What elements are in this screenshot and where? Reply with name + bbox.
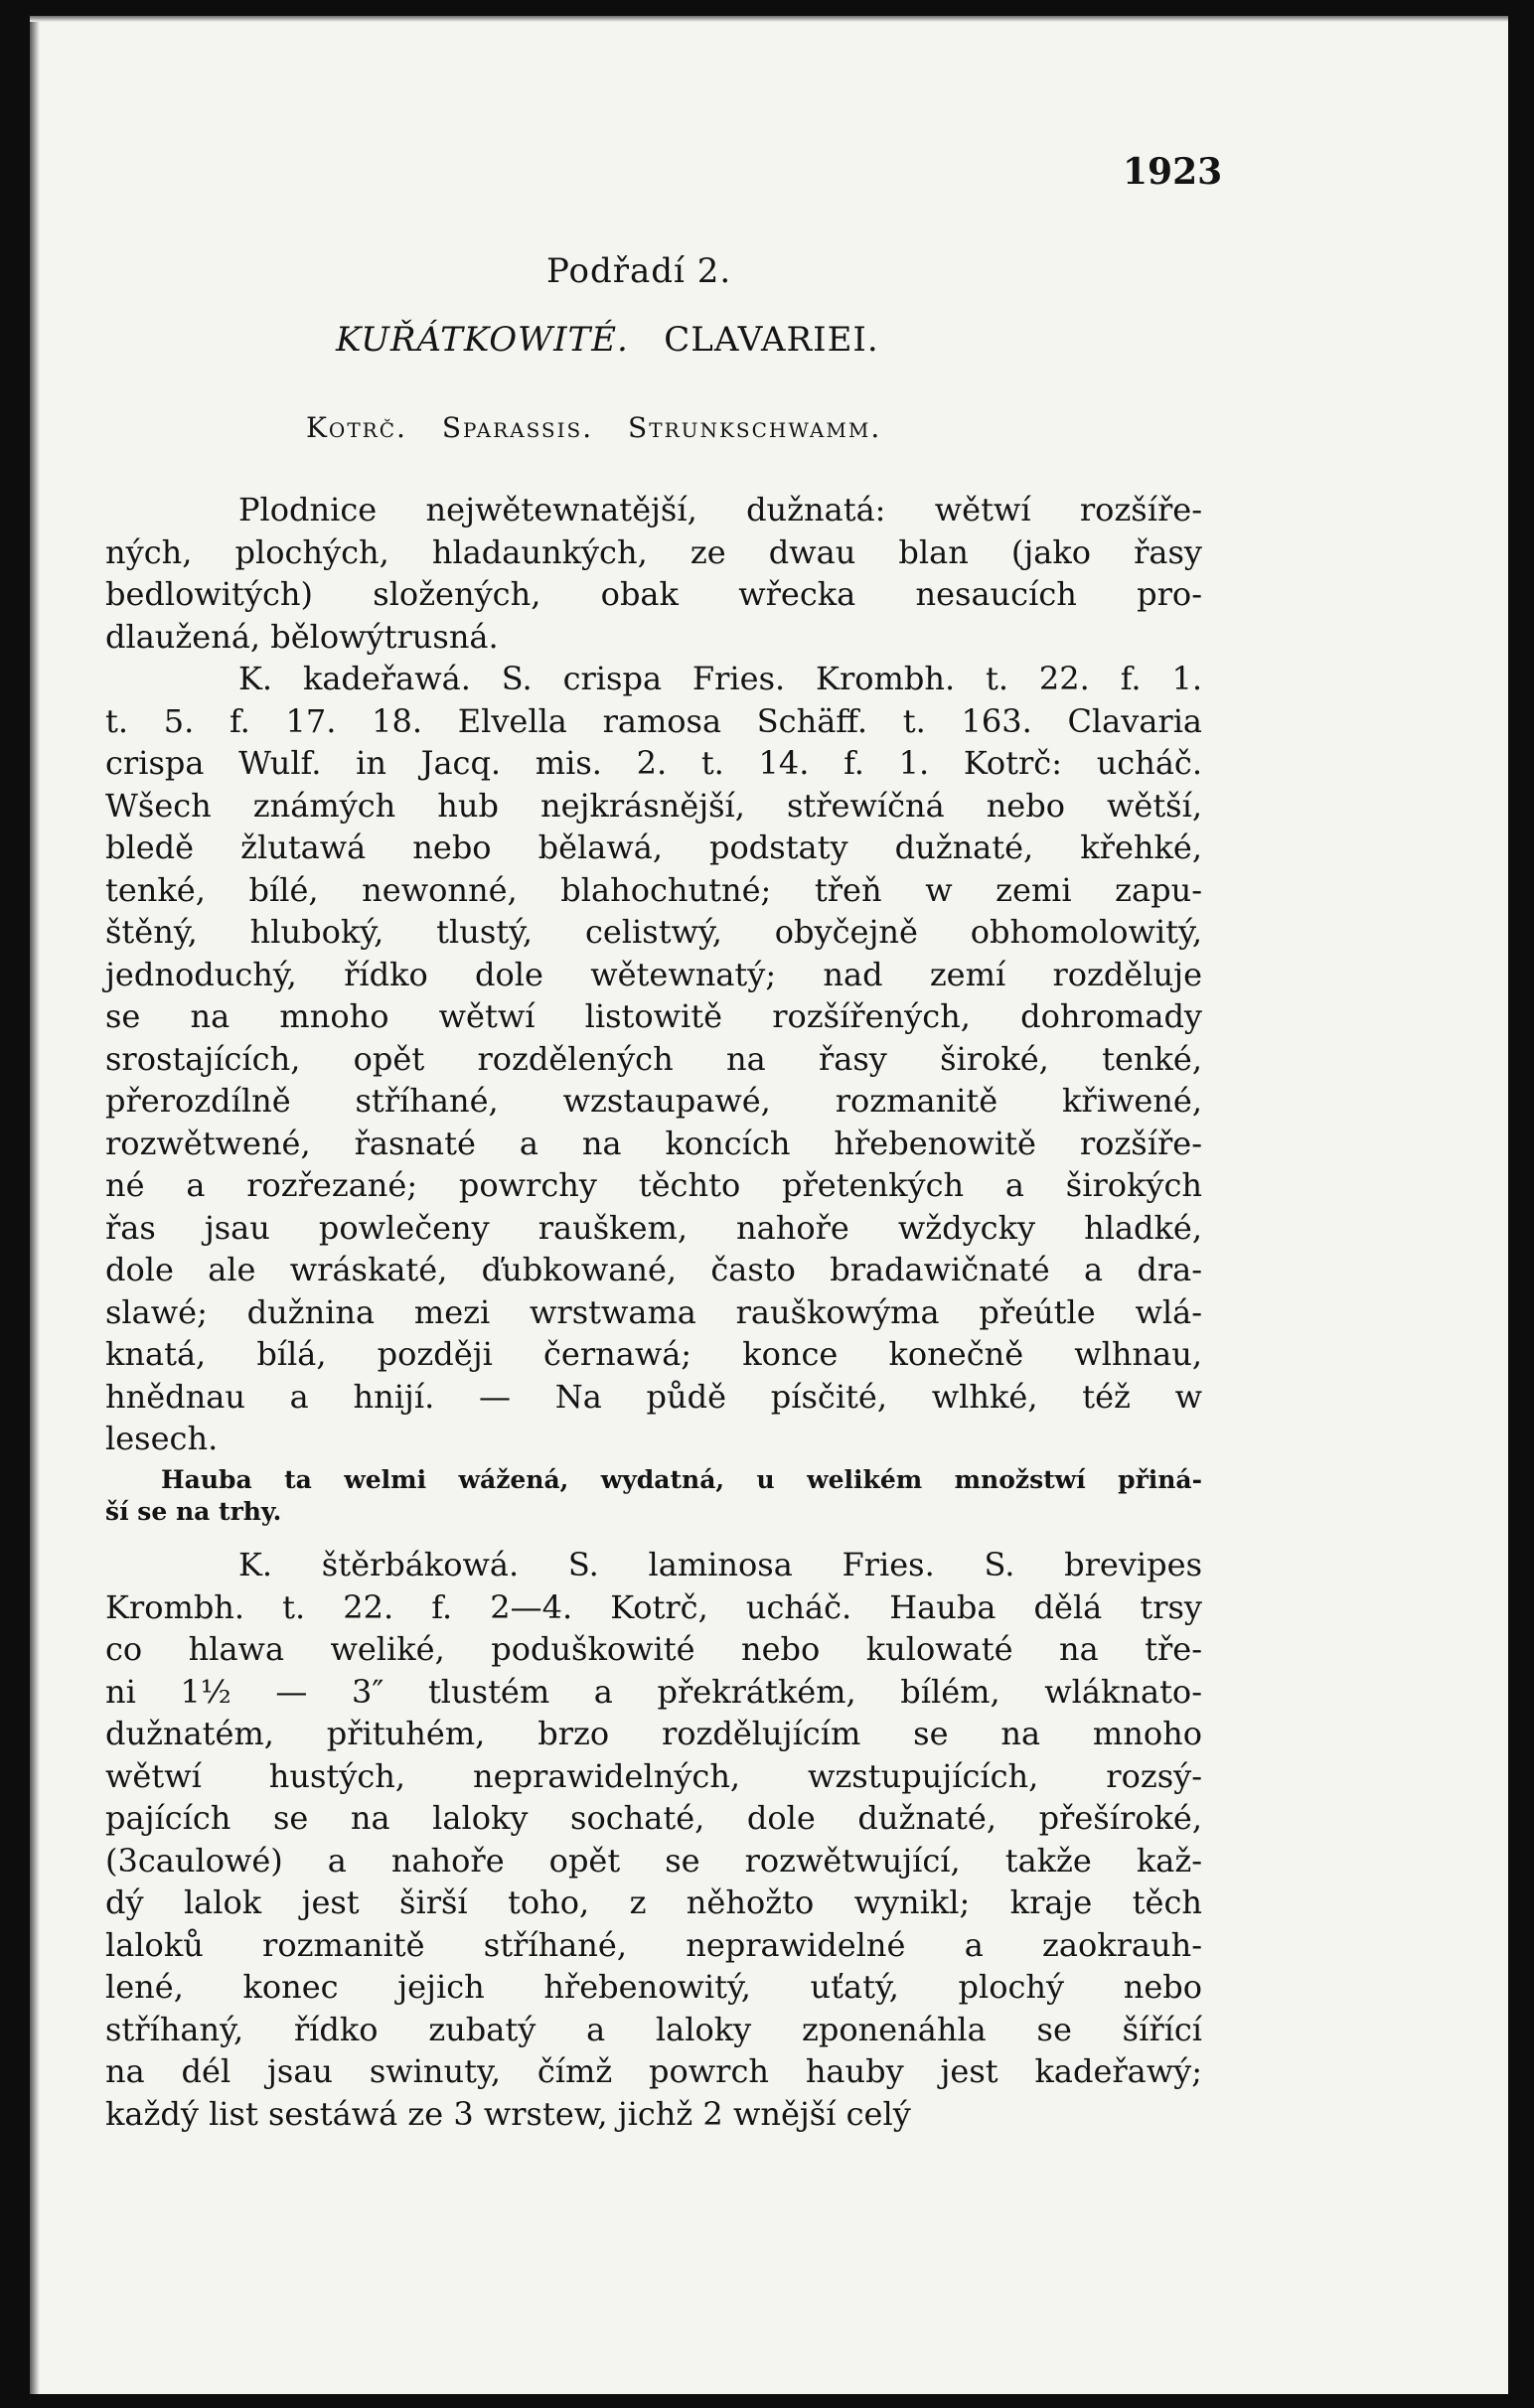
text-line: rozwětwené, řasnaté a na koncích hřebenowitě rozšíře- bbox=[105, 1124, 1202, 1162]
text-line: ných, plochých, hladaunkých, ze dwau blan (jako řasy bbox=[105, 532, 1202, 571]
page-edge-shadow bbox=[30, 16, 40, 2394]
text-line: každý list sestáwá ze 3 wrstew, jichž 2 wnější celý bbox=[105, 2094, 911, 2133]
book-page bbox=[30, 16, 1508, 2394]
genus-heading bbox=[306, 411, 905, 444]
text-line: pajících se na laloky sochaté, dole dužnaté, přešíroké, bbox=[105, 1799, 1202, 1837]
text-line: dý lalok jest širší toho, z něhožto wynikl; kraje těch bbox=[105, 1883, 1202, 1921]
text-line: řas jsau powlečeny rauškem, nahoře wždycky hladké, bbox=[105, 1208, 1202, 1247]
text-line: K. štěrbákowá. S. laminosa Fries. S. brevipes bbox=[238, 1546, 1202, 1583]
page-top-shadow bbox=[30, 16, 1508, 22]
text-line: lesech. bbox=[105, 1420, 219, 1457]
text-line: t. 5. f. 17. 18. Elvella ramosa Schäff. t. 163. Clavaria bbox=[105, 701, 1202, 740]
text-line: bledě žlutawá nebo bělawá, podstaty dužnaté, křehké, bbox=[105, 828, 1202, 866]
text-line: wětwí hustých, neprawidelných, wzstupujících, rozsý- bbox=[105, 1756, 1202, 1795]
suborder-heading: Podřadí 2. bbox=[546, 251, 732, 291]
text-line: co hlawa weliké, poduškowité nebo kulowaté na tře- bbox=[105, 1630, 1202, 1668]
family-latin-name: CLAVARIEI. bbox=[664, 320, 879, 360]
text-line: crispa Wulf. in Jacq. mis. 2. t. 14. f. 1. Kotrč: ucháč. bbox=[105, 744, 1202, 782]
text-line: tenké, bílé, newonné, blahochutné; třeň w zemi zapu- bbox=[105, 870, 1202, 909]
text-line: srostajících, opět rozdělených na řasy široké, tenké, bbox=[105, 1039, 1202, 1078]
family-czech-name: KUŘÁTKOWITÉ. bbox=[336, 320, 629, 360]
text-line: jednoduchý, řídko dole wětewnatý; nad zemí rozděluje bbox=[105, 955, 1202, 993]
text-line: hnědnau a hnijí. — Na půdě písčité, wlhké, též w bbox=[105, 1377, 1202, 1416]
genus-latin-name: Sparassis. bbox=[441, 411, 594, 444]
text-line: ni 1½ — 3″ tlustém a překrátkém, bílém, wláknato- bbox=[105, 1672, 1202, 1711]
usage-note bbox=[105, 1464, 1202, 1528]
note-line: Hauba ta welmi wážená, wydatná, u welikém množstwí přiná- bbox=[161, 1465, 1202, 1494]
note-line: ší se na trhy. bbox=[105, 1497, 282, 1526]
text-line: Wšech známých hub nejkrásnější, střewíčná nebo wětší, bbox=[105, 786, 1202, 825]
page-number: 1923 bbox=[1123, 151, 1223, 193]
text-line: Krombh. t. 22. f. 2—4. Kotrč, ucháč. Hauba dělá trsy bbox=[105, 1587, 1202, 1626]
species-kaderawa-description bbox=[105, 658, 1202, 1460]
text-line: né a rozřezané; powrchy těchto přetenkých a širokých bbox=[105, 1166, 1202, 1204]
text-line: dlaužená, bělowýtrusná. bbox=[105, 617, 499, 656]
text-line: dužnatém, přituhém, brzo rozdělujícím se na mnoho bbox=[105, 1715, 1202, 1752]
text-line: lené, konec jejich hřebenowitý, uťatý, plochý nebo bbox=[105, 1968, 1202, 2006]
text-line: na dél jsau swinuty, čímž powrch hauby jest kadeřawý; bbox=[105, 2052, 1202, 2090]
family-heading bbox=[336, 320, 879, 360]
text-line: dole ale wráskaté, ďubkowané, často bradawičnaté a dra- bbox=[105, 1251, 1202, 1288]
text-line: K. kadeřawá. S. crispa Fries. Krombh. t. 22. f. 1. bbox=[238, 660, 1202, 697]
text-line: se na mnoho wětwí listowitě rozšířených, dohromady bbox=[105, 997, 1202, 1035]
text-line: přerozdílně stříhané, wzstaupawé, rozmanitě křiwené, bbox=[105, 1082, 1202, 1120]
text-line: laloků rozmanitě stříhané, neprawidelné a zaokrauh- bbox=[105, 1925, 1202, 1964]
text-line: bedlowitých) složených, obak wřecka nesaucích pro- bbox=[105, 575, 1202, 613]
text-line: (3caulowé) a nahoře opět se rozwětwující, takže kaž- bbox=[105, 1841, 1202, 1880]
text-line: stříhaný, řídko zubatý a laloky zponenáhla se šířící bbox=[105, 2010, 1202, 2048]
text-line: štěný, hluboký, tlustý, celistwý, obyčejně obhomolowitý, bbox=[105, 913, 1202, 951]
text-line: knatá, bílá, později černawá; konce konečně wlhnau, bbox=[105, 1335, 1202, 1373]
genus-czech-name: Kotrč. bbox=[306, 411, 407, 444]
species-sterbakowa-description bbox=[105, 1544, 1202, 2135]
text-line: slawé; dužnina mezi wrstwama rauškowýma přeútle wlá- bbox=[105, 1292, 1202, 1331]
genus-description bbox=[105, 489, 1202, 658]
text-line: Plodnice nejwětewnatější, dužnatá: wětwí rozšíře- bbox=[238, 491, 1202, 528]
genus-german-name: Strunkschwamm. bbox=[628, 411, 882, 444]
